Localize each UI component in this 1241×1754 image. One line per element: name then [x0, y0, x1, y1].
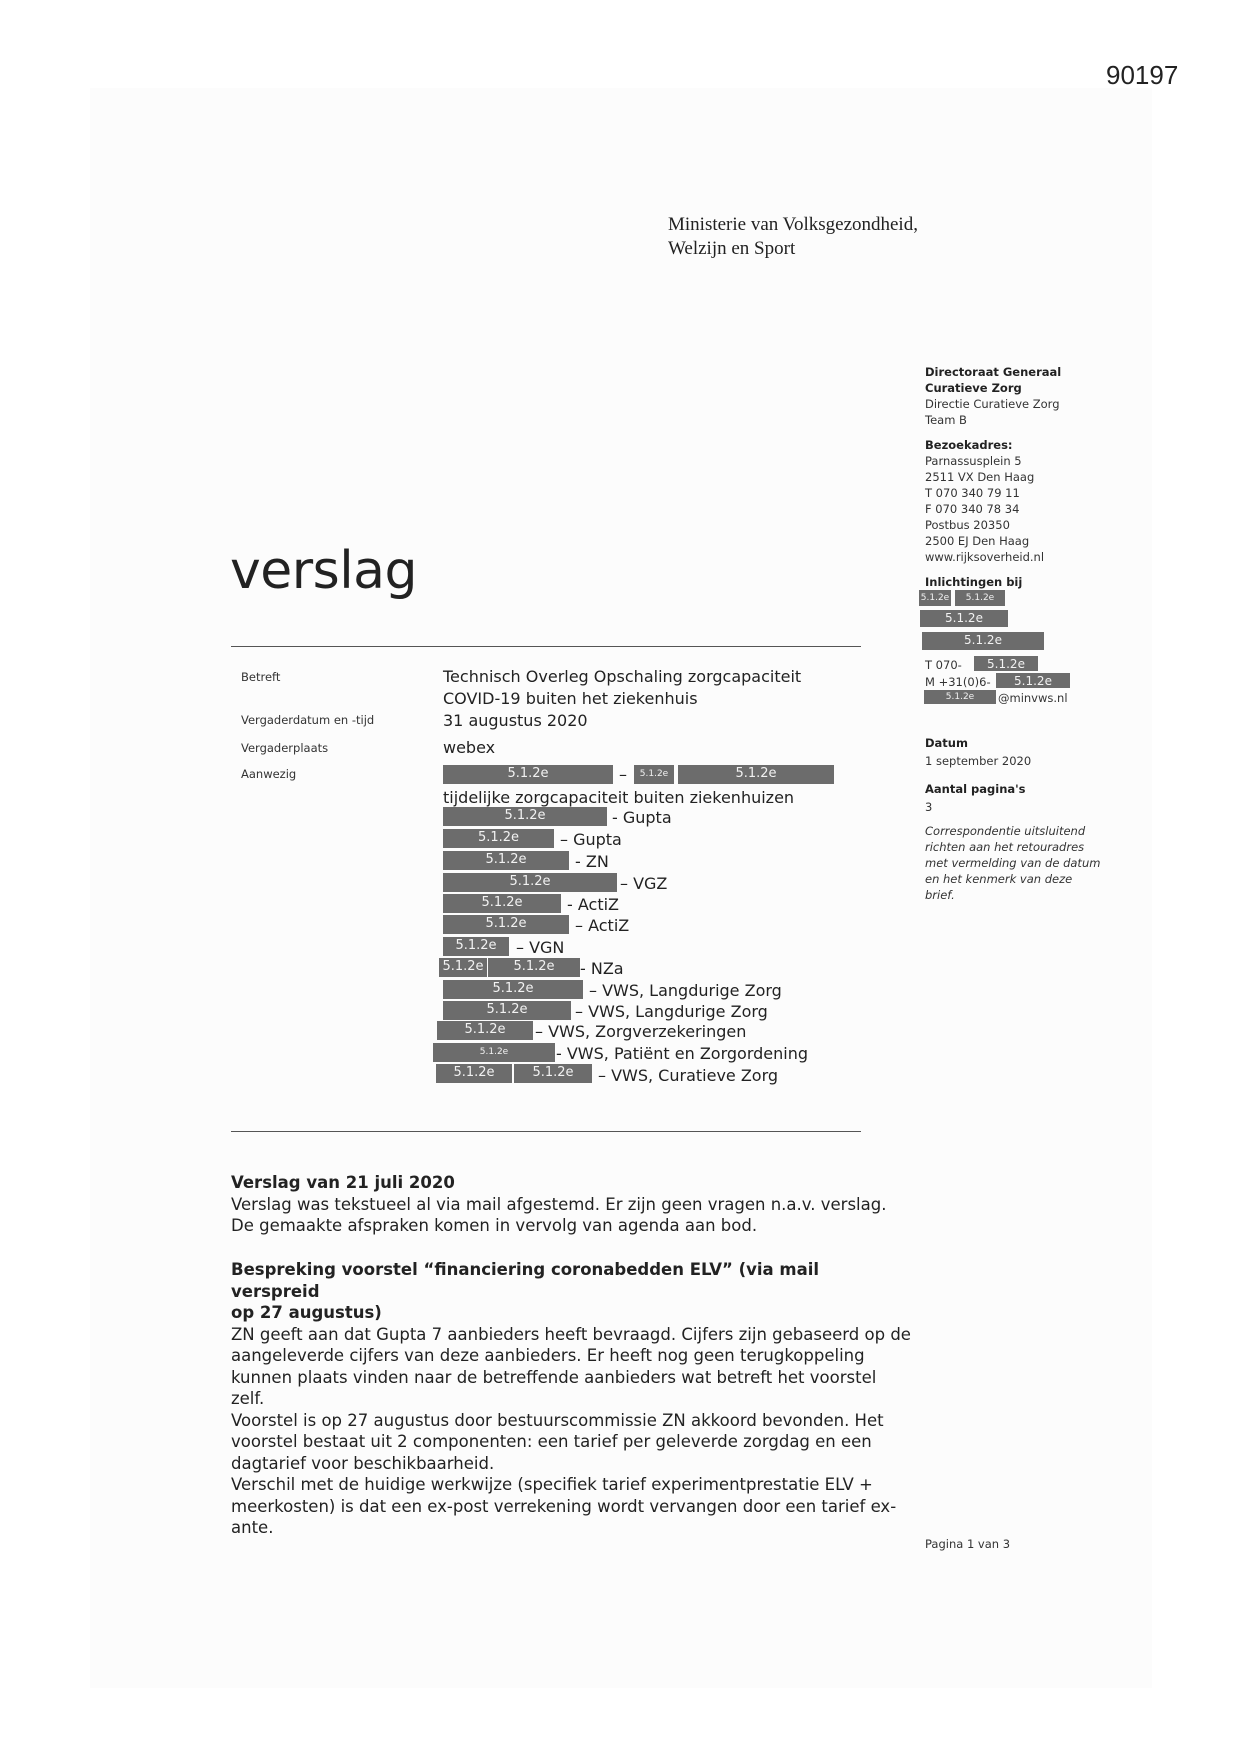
- label-vergaderdatum: Vergaderdatum en -tijd: [241, 713, 375, 727]
- page-footer: Pagina 1 van 3: [925, 1537, 1011, 1551]
- sidebar-pages: [925, 781, 1026, 815]
- sidebar-note-line: richten aan het retouradres: [925, 840, 1085, 854]
- sidebar-pages-label: Aantal pagina's: [925, 782, 1026, 796]
- redaction-block: 5.1.2e: [443, 915, 569, 934]
- redaction-block: 5.1.2e: [436, 1064, 512, 1083]
- sidebar-visit-line: 2511 VX Den Haag: [925, 470, 1035, 484]
- attendee-affiliation: – VWS, Langdurige Zorg: [589, 981, 782, 1000]
- label-vergaderplaats: Vergaderplaats: [241, 741, 329, 755]
- ministry-logo-text: [668, 213, 918, 261]
- attendee-affiliation: – Gupta: [560, 830, 622, 849]
- attendee-affiliation: - VWS, Patiënt en Zorgordening: [556, 1044, 808, 1063]
- sidebar-date-label: Datum: [925, 736, 968, 750]
- section-heading: op 27 augustus): [231, 1303, 382, 1322]
- redaction-block: 5.1.2e: [443, 851, 569, 870]
- attendee-affiliation: - ZN: [575, 852, 609, 871]
- sidebar-phone-t: T 070-: [925, 658, 962, 672]
- redaction-block: 5.1.2e: [955, 590, 1005, 606]
- sidebar-visit-address: [925, 437, 1044, 565]
- redaction-block: 5.1.2e: [919, 590, 951, 606]
- redaction-block: 5.1.2e: [924, 690, 996, 704]
- sidebar-info-label-wrap: [925, 574, 1022, 590]
- document-title: verslag: [230, 541, 418, 601]
- redaction-block: 5.1.2e: [488, 958, 580, 977]
- redaction-block: 5.1.2e: [996, 673, 1070, 688]
- sidebar-date: [925, 735, 1031, 769]
- attendee-affiliation: – VGN: [516, 938, 565, 957]
- attendee-affiliation: – VGZ: [620, 874, 668, 893]
- section-line: Voorstel is op 27 augustus door bestuurscommissie ZN akkoord bevonden. Het: [231, 1410, 884, 1430]
- redaction-block: 5.1.2e: [443, 807, 607, 826]
- section-line: ante.: [231, 1518, 274, 1537]
- attendee-affiliation: - ActiZ: [567, 895, 619, 914]
- sidebar-website: www.rijksoverheid.nl: [925, 550, 1045, 564]
- section-heading: Bespreking voorstel “financiering coronabedden ELV” (via mail verspreid: [231, 1260, 820, 1301]
- attendee-affiliation: - NZa: [580, 959, 624, 978]
- sidebar-visit-line: T 070 340 79 11: [925, 486, 1020, 500]
- ministry-line: Ministerie van Volksgezondheid,: [668, 214, 918, 235]
- section-line: Verschil met de huidige werkwijze (specifiek tarief experimentprestatie ELV +: [231, 1475, 873, 1494]
- section-line: voorstel bestaat uit 2 componenten: een tarief per geleverde zorgdag en een: [231, 1432, 872, 1451]
- sidebar-email-suffix: @minvws.nl: [998, 691, 1068, 705]
- attendee-affiliation: – VWS, Zorgverzekeringen: [535, 1022, 747, 1041]
- section-line: ZN geeft aan dat Gupta 7 aanbieders heeft bevraagd. Cijfers zijn gebaseerd op de: [231, 1324, 911, 1344]
- label-aanwezig: Aanwezig: [241, 767, 297, 781]
- section-line: kunnen plaats vinden naar de betreffende aanbieders wat betreft het voorstel zelf.: [231, 1367, 877, 1408]
- value-vergaderplaats: webex: [443, 738, 496, 757]
- section-heading: Verslag van 21 juli 2020: [231, 1173, 455, 1192]
- divider-top: [231, 646, 861, 647]
- sidebar-department: [925, 364, 1061, 428]
- redaction-block: 5.1.2e: [439, 958, 487, 977]
- sidebar-dept-line: Team B: [925, 413, 967, 427]
- redaction-block: 5.1.2e: [443, 829, 554, 848]
- sidebar-note: [925, 823, 1100, 903]
- ministry-line: Welzijn en Sport: [668, 238, 796, 259]
- redaction-block: 5.1.2e: [433, 1043, 555, 1062]
- sidebar-note-line: brief.: [925, 888, 955, 902]
- section-line: meerkosten) is dat een ex-post verrekening wordt vervangen door een tarief ex-: [231, 1496, 897, 1516]
- section-line: dagtarief voor beschikbaarheid.: [231, 1453, 495, 1473]
- sidebar-note-line: en het kenmerk van deze: [925, 872, 1073, 886]
- attendee-affiliation: – VWS, Curatieve Zorg: [598, 1066, 779, 1085]
- sidebar-visit-line: F 070 340 78 34: [925, 502, 1020, 516]
- sidebar-pages-value: 3: [925, 800, 933, 814]
- redaction-block: 5.1.2e: [443, 873, 617, 892]
- redaction-block: 5.1.2e: [678, 765, 834, 784]
- divider-bottom: [231, 1131, 861, 1132]
- attendee-affiliation: – ActiZ: [575, 916, 630, 935]
- redaction-block: 5.1.2e: [443, 1001, 571, 1020]
- sidebar-dept-line: Directie Curatieve Zorg: [925, 397, 1060, 411]
- attendee-dash: –: [619, 765, 627, 784]
- attendee-text: tijdelijke zorgcapaciteit buiten ziekenhuizen: [443, 788, 795, 807]
- section-verslag: [231, 1172, 911, 1237]
- redaction-block: 5.1.2e: [514, 1064, 592, 1083]
- redaction-block: 5.1.2e: [922, 632, 1044, 650]
- attendee-affiliation: – VWS, Langdurige Zorg: [575, 1002, 768, 1021]
- value-betreft-line: COVID-19 buiten het ziekenhuis: [443, 689, 698, 708]
- sidebar-info-label: Inlichtingen bij: [925, 575, 1023, 589]
- sidebar-visit-line: 2500 EJ Den Haag: [925, 534, 1030, 548]
- sidebar-dept-bold: Curatieve Zorg: [925, 381, 1022, 395]
- document-number: 90197: [1106, 60, 1179, 90]
- label-betreft: Betreft: [241, 670, 281, 684]
- sidebar-phone-m: M +31(0)6-: [925, 675, 991, 689]
- value-vergaderdatum: 31 augustus 2020: [443, 711, 588, 730]
- redaction-block: 5.1.2e: [974, 656, 1038, 671]
- section-line: De gemaakte afspraken komen in vervolg van agenda aan bod.: [231, 1216, 758, 1235]
- sidebar-note-line: Correspondentie uitsluitend: [925, 824, 1086, 838]
- redaction-block: 5.1.2e: [443, 894, 561, 913]
- redaction-block: 5.1.2e: [443, 765, 613, 784]
- sidebar-dept-bold: Directoraat Generaal: [925, 365, 1062, 379]
- sidebar-visit-label: Bezoekadres:: [925, 438, 1013, 452]
- redaction-block: 5.1.2e: [443, 937, 509, 956]
- attendee-affiliation: - Gupta: [612, 808, 672, 827]
- redaction-block: 5.1.2e: [920, 610, 1008, 627]
- sidebar-visit-line: Postbus 20350: [925, 518, 1010, 532]
- redaction-block: 5.1.2e: [443, 980, 583, 999]
- sidebar-visit-line: Parnassusplein 5: [925, 454, 1022, 468]
- section-bespreking: [231, 1259, 911, 1539]
- sidebar-date-value: 1 september 2020: [925, 754, 1032, 768]
- redaction-block: 5.1.2e: [634, 765, 674, 784]
- redaction-block: 5.1.2e: [437, 1021, 533, 1040]
- sidebar-note-line: met vermelding van de datum: [925, 856, 1101, 870]
- section-line: Verslag was tekstueel al via mail afgestemd. Er zijn geen vragen n.a.v. verslag.: [231, 1194, 887, 1214]
- section-line: aangeleverde cijfers van deze aanbieders. Er heeft nog geen terugkoppeling: [231, 1346, 865, 1365]
- value-betreft-line: Technisch Overleg Opschaling zorgcapaciteit: [443, 667, 802, 686]
